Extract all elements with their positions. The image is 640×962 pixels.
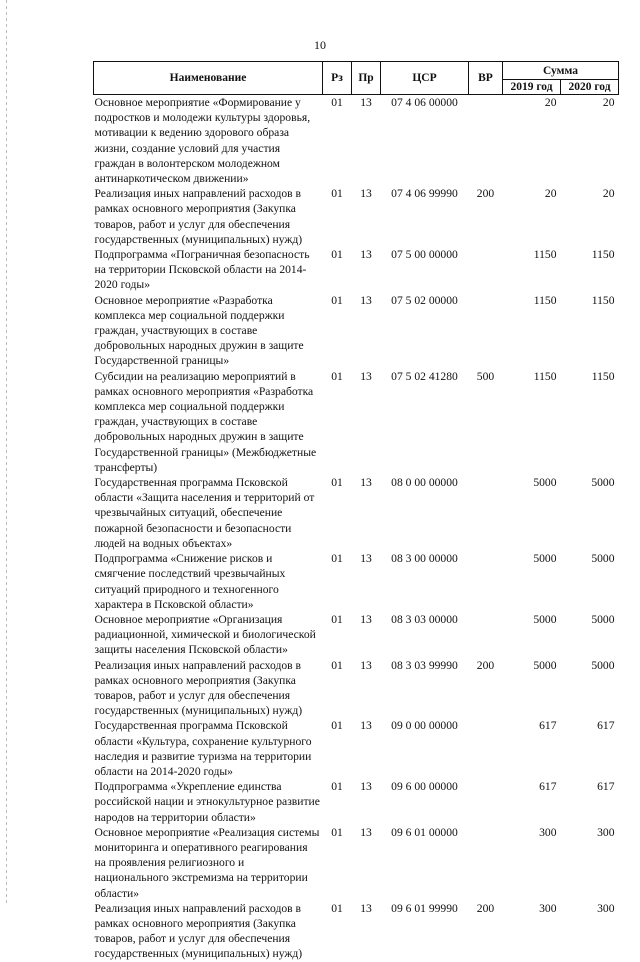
row-sum-2019: 20 xyxy=(544,96,557,109)
row-rz: 01 xyxy=(331,612,343,626)
row-name: Реализация иных направлений расходов в рамках основного мероприятия (Закупка товаров, работ и услуг для обеспечения государственных (муниципальных) нужд) xyxy=(94,187,303,246)
row-sum-2020: 1150 xyxy=(591,293,615,307)
row-vr xyxy=(469,612,503,658)
row-pr: 13 xyxy=(360,187,372,201)
row-csr: 07 5 00 00000 xyxy=(391,248,458,262)
row-rz: 01 xyxy=(331,658,343,672)
row-sum-2019: 1150 xyxy=(533,369,557,383)
row-sum-2019: 300 xyxy=(539,901,557,915)
row-csr: 07 5 02 00000 xyxy=(391,293,458,307)
row-name: Основное мероприятие «Формирование у подростков и молодежи культуры здоровья, мотивации к ведению здорового образа жизни, создание условий для участия граждан в волонтерском молодежном антинаркотическом движении» xyxy=(94,96,311,186)
row-pr: 13 xyxy=(360,248,372,262)
row-rz: 01 xyxy=(331,825,343,839)
row-pr: 13 xyxy=(360,719,372,733)
header-sum: Сумма xyxy=(503,62,619,80)
row-vr xyxy=(469,293,503,369)
row-sum-2020: 5000 xyxy=(591,476,615,490)
row-vr xyxy=(469,247,503,293)
row-name: Государственная программа Псковской области «Защита населения и территорий от чрезвычайных ситуаций, обеспечение пожарной безопасности и безопасности людей на водных объектах» xyxy=(94,476,315,550)
row-vr: 200 xyxy=(476,901,495,915)
row-csr: 09 6 01 00000 xyxy=(391,825,458,839)
row-sum-2020: 20 xyxy=(602,187,615,201)
row-vr xyxy=(469,779,503,825)
table-row xyxy=(94,612,619,658)
row-vr xyxy=(469,551,503,612)
row-sum-2019: 5000 xyxy=(533,476,557,490)
row-sum-2019: 5000 xyxy=(533,612,557,626)
row-pr: 13 xyxy=(360,293,372,307)
row-sum-2019: 1150 xyxy=(533,293,557,307)
row-pr: 13 xyxy=(360,96,372,109)
row-sum-2019: 617 xyxy=(539,780,557,794)
row-name: Реализация иных направлений расходов в рамках основного мероприятия (Закупка товаров, работ и услуг для обеспечения государственных (муниципальных) нужд) xyxy=(94,658,303,718)
row-vr: 500 xyxy=(476,369,495,383)
row-rz: 01 xyxy=(331,187,343,201)
row-pr: 13 xyxy=(360,658,372,672)
row-name: Государственная программа Псковской области «Культура, сохранение культурного наследия и развитие туризма на территории области на 2014-2020 годы» xyxy=(94,719,312,778)
table-row xyxy=(94,779,619,825)
row-name: Основное мероприятие «Разработка комплекса мер социальной поддержки граждан, участвующих в составе добровольных народных дружин в защите Государственной границы» xyxy=(94,293,304,368)
row-rz: 01 xyxy=(331,369,343,383)
row-sum-2019: 5000 xyxy=(533,552,557,566)
row-sum-2019: 5000 xyxy=(533,658,557,672)
table-row xyxy=(94,718,619,779)
table-row xyxy=(94,658,619,719)
scan-edge-line xyxy=(6,0,7,905)
row-pr: 13 xyxy=(360,825,372,839)
header-csr: ЦСР xyxy=(381,62,469,95)
row-csr: 07 4 06 99990 xyxy=(391,187,458,201)
row-name: Подпрограмма «Пограничная безопасность на территории Псковской области на 2014-2020 годы» xyxy=(94,248,310,292)
table-row xyxy=(94,369,619,475)
row-vr: 200 xyxy=(476,187,495,201)
table-row xyxy=(94,186,619,247)
header-pr: Пр xyxy=(352,62,381,95)
row-sum-2020: 5000 xyxy=(591,658,615,672)
budget-table xyxy=(93,61,619,962)
row-rz: 01 xyxy=(331,552,343,566)
row-sum-2020: 300 xyxy=(597,825,615,839)
row-csr: 07 5 02 41280 xyxy=(391,369,458,383)
row-rz: 01 xyxy=(331,780,343,794)
row-name: Реализация иных направлений расходов в рамках основного мероприятия (Закупка товаров, работ и услуг для обеспечения государственных (муниципальных) нужд) xyxy=(94,901,303,961)
row-csr: 08 3 00 00000 xyxy=(391,552,458,566)
row-vr xyxy=(469,825,503,901)
row-rz: 01 xyxy=(331,248,343,262)
row-pr: 13 xyxy=(360,901,372,915)
row-pr: 13 xyxy=(360,612,372,626)
row-sum-2019: 300 xyxy=(539,825,557,839)
row-sum-2019: 20 xyxy=(544,187,557,201)
budget-table-container xyxy=(93,61,618,962)
row-rz: 01 xyxy=(331,901,343,915)
row-csr: 09 6 00 00000 xyxy=(391,780,458,794)
row-pr: 13 xyxy=(360,780,372,794)
row-csr: 08 3 03 00000 xyxy=(391,612,458,626)
row-csr: 08 3 03 99990 xyxy=(391,658,458,672)
row-csr: 08 0 00 00000 xyxy=(391,476,458,490)
row-rz: 01 xyxy=(331,293,343,307)
row-sum-2020: 617 xyxy=(597,780,615,794)
table-row xyxy=(94,825,619,901)
row-name: Основное мероприятие «Организация радиационной, химической и биологической защиты населения Псковской области» xyxy=(94,612,316,657)
row-pr: 13 xyxy=(360,552,372,566)
table-row xyxy=(94,551,619,612)
table-row xyxy=(94,95,619,187)
table-row xyxy=(94,293,619,369)
table-row xyxy=(94,475,619,551)
row-name: Подпрограмма «Снижение рисков и смягчение последствий чрезвычайных ситуаций природного и техногенного характера в Псковской области» xyxy=(94,552,286,611)
row-name: Субсидии на реализацию мероприятий в рамках основного мероприятия «Разработка комплекса мер социальной поддержки граждан, участвующих в составе добровольных народных дружин в защите Государственной границы» (Межбюджетные трансферты) xyxy=(94,369,317,474)
header-year-2019: 2019 год xyxy=(503,80,561,95)
table-row xyxy=(94,247,619,293)
row-name: Основное мероприятие «Реализация системы мониторинга и оперативного реагирования на проявления религиозного и национального экстремизма на территории области» xyxy=(94,825,320,900)
row-csr: 09 6 01 99990 xyxy=(391,901,458,915)
row-csr: 07 4 06 00000 xyxy=(391,96,458,109)
row-sum-2020: 1150 xyxy=(591,369,615,383)
row-vr xyxy=(469,95,503,187)
header-name: Наименование xyxy=(94,62,323,95)
row-vr: 200 xyxy=(476,658,495,672)
row-sum-2020: 617 xyxy=(597,719,615,733)
row-rz: 01 xyxy=(331,719,343,733)
row-sum-2020: 20 xyxy=(602,96,615,109)
page-number: 10 xyxy=(314,38,326,52)
row-pr: 13 xyxy=(360,369,372,383)
row-sum-2019: 617 xyxy=(539,719,557,733)
row-sum-2020: 1150 xyxy=(591,248,615,262)
header-vr: ВР xyxy=(469,62,503,95)
row-rz: 01 xyxy=(331,96,343,109)
table-body xyxy=(94,95,619,962)
row-sum-2020: 5000 xyxy=(591,612,615,626)
row-csr: 09 0 00 00000 xyxy=(391,719,458,733)
row-vr xyxy=(469,718,503,779)
table-row xyxy=(94,901,619,962)
header-year-2020: 2020 год xyxy=(561,80,619,95)
row-sum-2020: 5000 xyxy=(591,552,615,566)
row-name: Подпрограмма «Укрепление единства российской нации и этнокультурное развитие народов на территории области» xyxy=(94,780,320,824)
row-rz: 01 xyxy=(331,476,343,490)
row-sum-2020: 300 xyxy=(597,901,615,915)
row-vr xyxy=(469,475,503,551)
header-rz: Рз xyxy=(323,62,352,95)
row-pr: 13 xyxy=(360,476,372,490)
row-sum-2019: 1150 xyxy=(533,248,557,262)
